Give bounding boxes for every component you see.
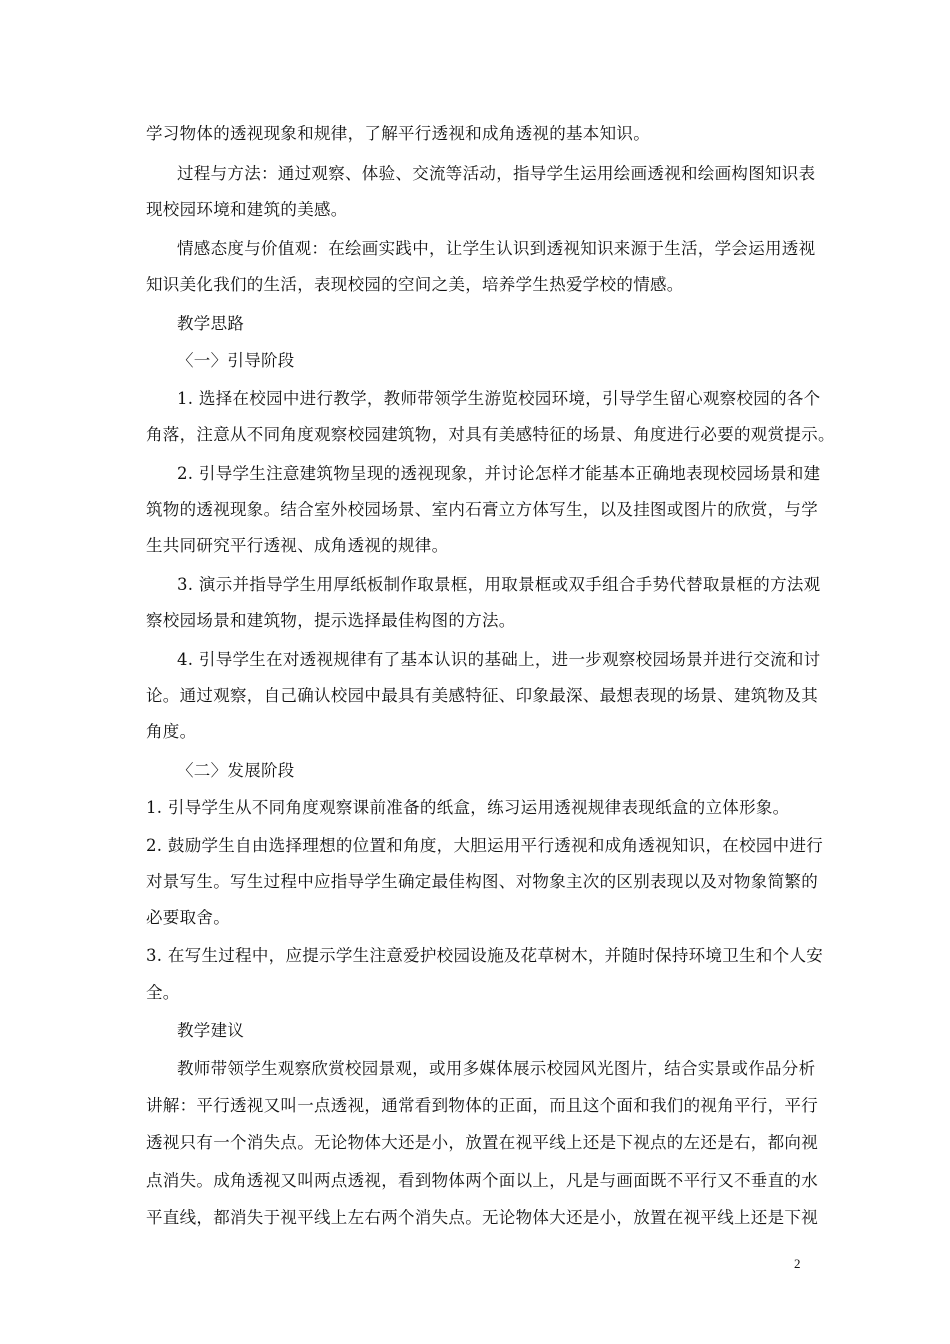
text-line: 情感态度与价值观：在绘画实践中，让学生认识到透视知识来源于生活，学会运用透视 (177, 239, 816, 258)
text-line: 2. 鼓励学生自由选择理想的位置和角度，大胆运用平行透视和成角透视知识，在校园中进行 (146, 836, 824, 855)
text-line: 过程与方法：通过观察、体验、交流等活动，指导学生运用绘画透视和绘画构图知识表 (177, 164, 816, 183)
text-line: 平直线，都消失于视平线上左右两个消失点。无论物体大还是小，放置在视平线上还是下视 (146, 1208, 818, 1227)
subsection-heading: 〈二〉发展阶段 (177, 761, 295, 780)
text-line: 知识美化我们的生活，表现校园的空间之美，培养学生热爱学校的情感。 (146, 275, 684, 294)
subsection-heading: 〈一〉引导阶段 (177, 351, 295, 370)
text-line: 1. 引导学生从不同角度观察课前准备的纸盒，练习运用透视规律表现纸盒的立体形象。 (146, 798, 790, 817)
text-line: 角落，注意从不同角度观察校园建筑物，对具有美感特征的场景、角度进行必要的观赏提示。 (146, 425, 835, 444)
text-line: 学习物体的透视现象和规律，了解平行透视和成角透视的基本知识。 (146, 124, 650, 143)
text-line: 透视只有一个消失点。无论物体大还是小，放置在视平线上还是下视点的左还是右，都向视 (146, 1133, 818, 1152)
text-line: 现校园环境和建筑的美感。 (146, 200, 348, 219)
text-line: 必要取舍。 (146, 908, 230, 927)
text-line: 筑物的透视现象。结合室外校园场景、室内石膏立方体写生，以及挂图或图片的欣赏，与学 (146, 500, 818, 519)
text-line: 3. 演示并指导学生用厚纸板制作取景框，用取景框或双手组合手势代替取景框的方法观 (177, 575, 821, 594)
text-line: 4. 引导学生在对透视规律有了基本认识的基础上，进一步观察校园场景并进行交流和讨 (177, 650, 821, 669)
text-line: 角度。 (146, 722, 197, 741)
text-line: 1. 选择在校园中进行教学，教师带领学生游览校园环境，引导学生留心观察校园的各个 (177, 389, 821, 408)
section-heading: 教学思路 (177, 314, 245, 333)
text-line: 教师带领学生观察欣赏校园景观，或用多媒体展示校园风光图片，结合实景或作品分析 (177, 1059, 816, 1078)
text-line: 3. 在写生过程中，应提示学生注意爱护校园设施及花草树木，并随时保持环境卫生和个人安 (146, 946, 824, 965)
section-heading: 教学建议 (177, 1021, 245, 1040)
text-line: 全。 (146, 983, 180, 1002)
text-line: 论。通过观察，自己确认校园中最具有美感特征、印象最深、最想表现的场景、建筑物及其 (146, 686, 818, 705)
text-line: 2. 引导学生注意建筑物呈现的透视现象，并讨论怎样才能基本正确地表现校园场景和建 (177, 464, 821, 483)
text-line: 点消失。成角透视又叫两点透视，看到物体两个面以上，凡是与画面既不平行又不垂直的水 (146, 1171, 818, 1190)
text-line: 察校园场景和建筑物，提示选择最佳构图的方法。 (146, 611, 516, 630)
text-line: 对景写生。写生过程中应指导学生确定最佳构图、对物象主次的区别表现以及对物象简繁的 (146, 872, 818, 891)
page-number: 2 (794, 1256, 801, 1271)
text-line: 讲解：平行透视又叫一点透视，通常看到物体的正面，而且这个面和我们的视角平行，平行 (146, 1096, 818, 1115)
text-line: 生共同研究平行透视、成角透视的规律。 (146, 536, 449, 555)
